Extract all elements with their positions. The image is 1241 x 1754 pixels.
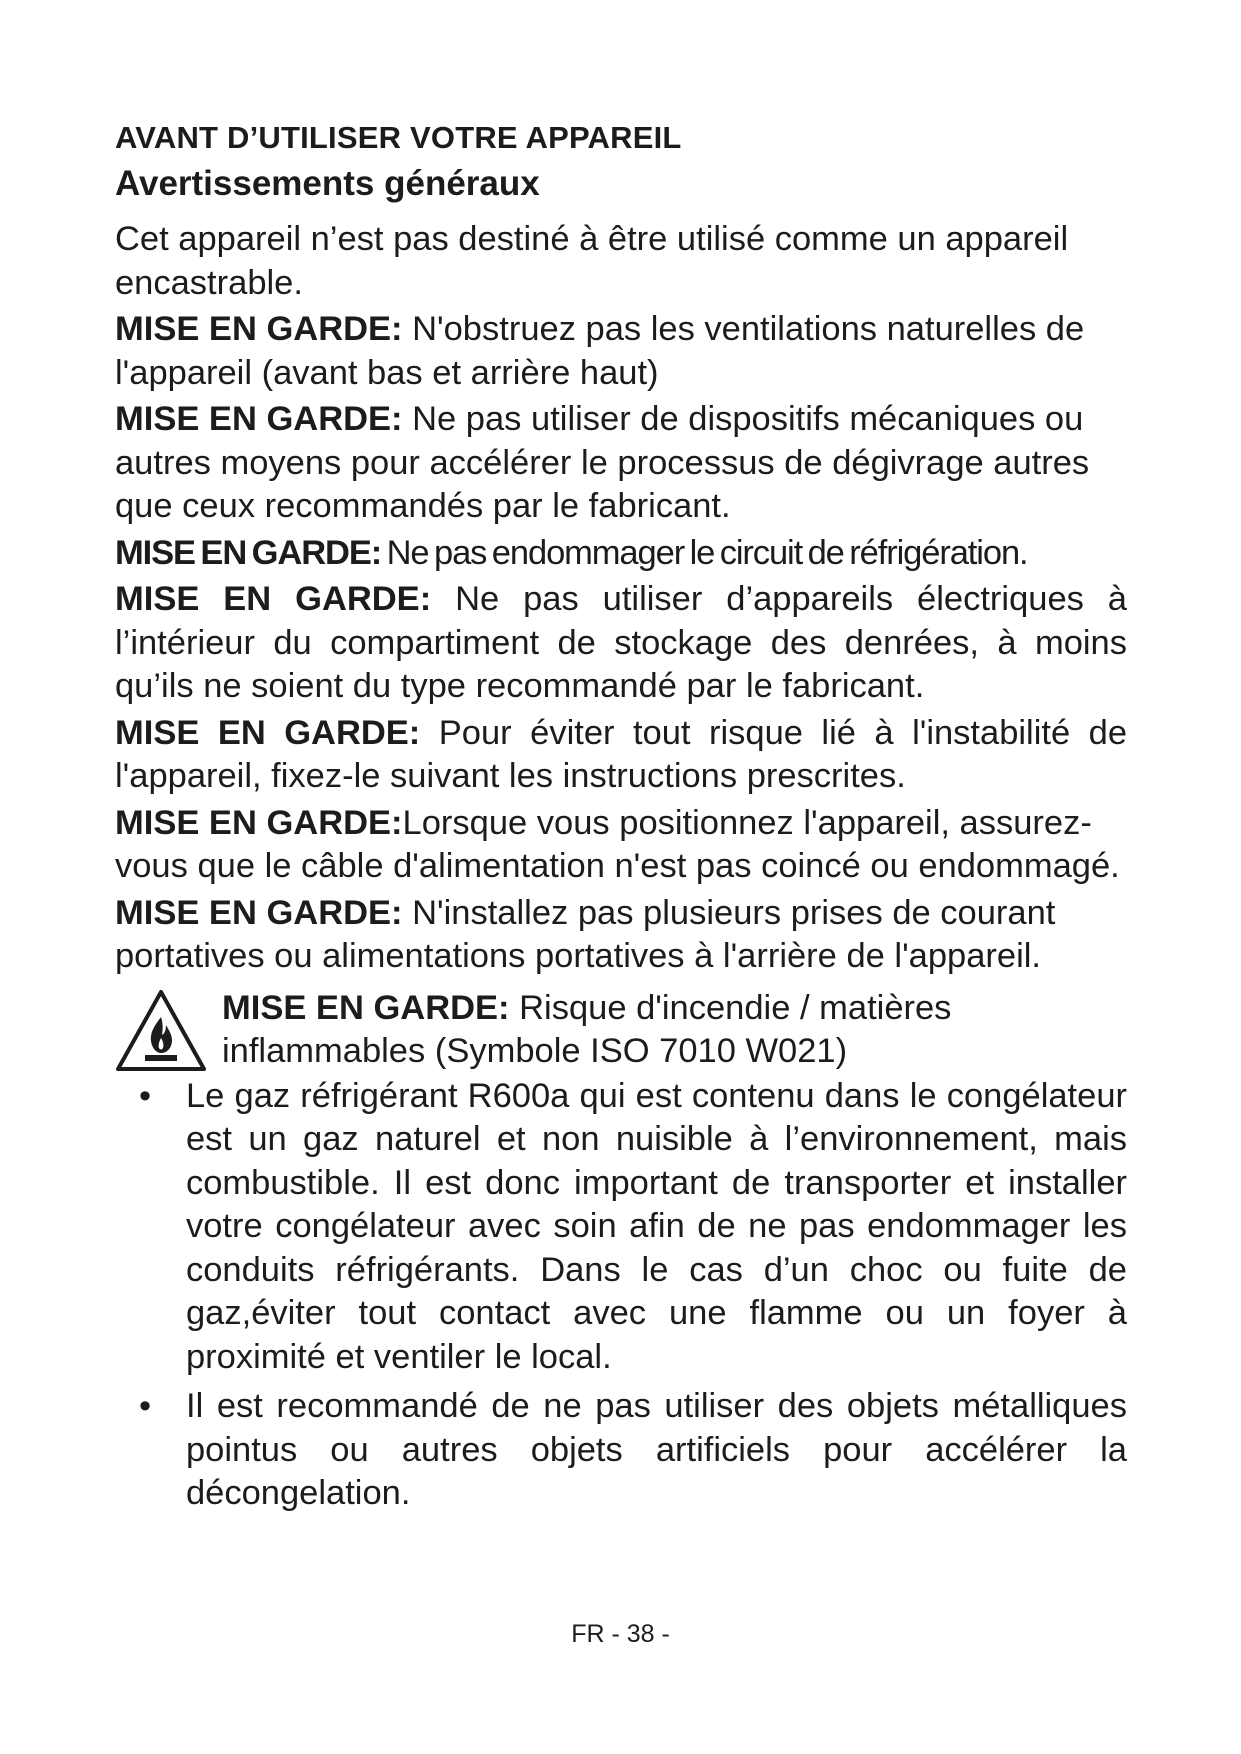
warning-circuit: [115, 532, 1127, 576]
warning-text: Lorsque vous positionnez l'appareil, assurez-vous que le câble d'alimentation n'est pas coincé ou endommagé.: [115, 803, 1120, 885]
bullet-list: [115, 1075, 1127, 1516]
warning-electrical: [115, 578, 1127, 709]
warning-defrost: [115, 398, 1127, 529]
warning-text: N'obstruez pas les ventilations naturelles de l'appareil (avant bas et arrière haut): [115, 310, 1085, 392]
warning-label: MISE EN GARDE:: [115, 533, 382, 572]
sub-heading: Avertissements généraux: [115, 164, 540, 203]
warning-label: MISE EN GARDE:: [115, 893, 403, 932]
warning-text: N'installez pas plusieurs prises de courant portatives ou alimentations portatives à l'arrière de l'appareil.: [115, 893, 1056, 975]
fire-warning-text: [222, 987, 1122, 1074]
warning-text: Pour éviter tout risque lié à l'instabilité de l'appareil, fixez-le suivant les instructions prescrites.: [115, 713, 1128, 795]
manual-page: [115, 118, 1127, 1522]
warning-text: Ne pas endommager le circuit de réfrigération.: [381, 533, 1028, 572]
warning-label: MISE EN GARDE:: [115, 310, 403, 348]
warning-stability: [115, 712, 1127, 799]
warning-text: Ne pas utiliser de dispositifs mécaniques ou autres moyens pour accélérer le processus de dégivrage autres que ceux recommandés par le fabricant.: [115, 400, 1090, 525]
warning-label: MISE EN GARDE:: [115, 713, 421, 752]
section-heading: AVANT D’UTILISER VOTRE APPAREIL: [115, 120, 682, 155]
warning-ventilation: [115, 308, 1127, 395]
flammable-warning-icon: [115, 989, 207, 1073]
list-item-text: Il est recommandé de ne pas utiliser des objets métalliques pointus ou autres objets artificiels pour accélérer la décongelation.: [186, 1387, 1127, 1512]
warning-power-cable: [115, 802, 1127, 889]
warning-text: Risque d'incendie / matières inflammables (Symbole ISO 7010 W021): [222, 988, 952, 1070]
list-item: [139, 1385, 1127, 1516]
intro-paragraph: Cet appareil n’est pas destiné à être utilisé comme un appareil encastrable.: [115, 220, 1069, 302]
warning-label: MISE EN GARDE:: [115, 803, 403, 842]
list-item: [139, 1075, 1127, 1380]
bullet-glyph: •: [139, 1387, 152, 1425]
warning-label: MISE EN GARDE:: [115, 580, 432, 618]
warning-multiple-sockets: [115, 892, 1127, 979]
page-number: FR - 38 -: [571, 1620, 670, 1648]
warning-text: Ne pas utiliser d’appareils électriques à l’intérieur du compartiment de stockage des denrées, à moins qu’ils ne soient du type recommandé par le fabricant.: [115, 580, 1127, 705]
fire-warning: [115, 987, 1127, 1075]
list-item-text: Le gaz réfrigérant R600a qui est contenu dans le congélateur est un gaz naturel et non nuisible à l’environnement, mais combustible. Il est donc important de transporter et installer votre congélateur avec soin afin de ne pas endommager les conduits réfrigérants. Dans le cas d’un choc ou fuite de gaz,éviter tout contact avec une flamme ou un foyer à proximité et ventiler le local.: [186, 1076, 1127, 1376]
warning-label: MISE EN GARDE:: [222, 988, 510, 1027]
bullet-glyph: •: [139, 1076, 152, 1115]
warning-label: MISE EN GARDE:: [115, 400, 403, 438]
